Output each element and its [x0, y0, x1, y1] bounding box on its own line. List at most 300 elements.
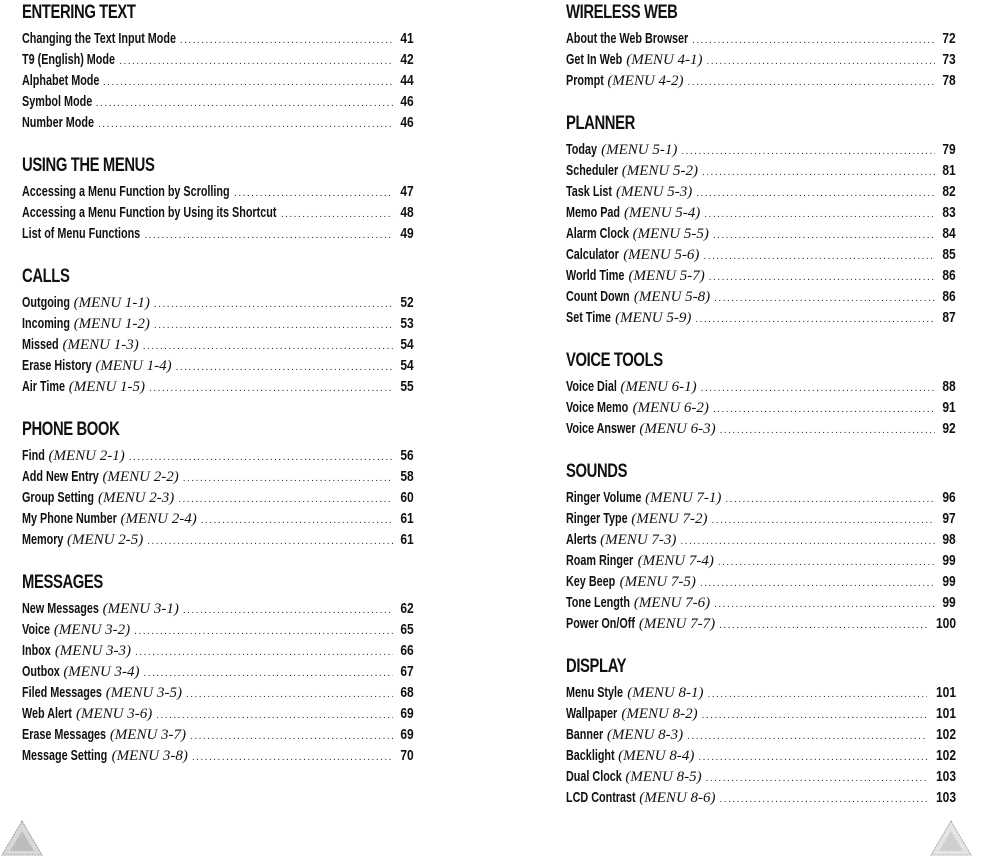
entry-page-number: 41 — [400, 30, 414, 47]
entry-title: Memory — [22, 531, 64, 548]
dot-leader — [119, 51, 393, 72]
entry-label — [566, 49, 703, 71]
toc-entry[interactable] — [22, 529, 414, 550]
entry-title: Voice Memo — [566, 399, 629, 416]
toc-entry[interactable] — [22, 619, 414, 640]
dot-leader — [143, 336, 394, 357]
entry-label — [22, 355, 172, 377]
toc-entry[interactable] — [22, 112, 414, 133]
dot-leader — [103, 72, 393, 93]
toc-entry[interactable] — [566, 244, 956, 265]
entry-menu-code: (MENU 5-6) — [623, 247, 700, 263]
entry-menu-code: (MENU 5-7) — [628, 268, 705, 284]
dot-leader — [154, 315, 393, 336]
entry-label — [22, 640, 131, 662]
entry-menu-code: (MENU 3-3) — [54, 643, 132, 659]
dot-leader — [718, 552, 936, 573]
toc-left-column — [22, 0, 414, 786]
entry-menu-code: (MENU 3-2) — [53, 622, 131, 638]
entry-menu-code: (MENU 4-1) — [626, 52, 703, 68]
entry-page-number: 52 — [400, 294, 414, 311]
entry-title: Message Setting — [22, 747, 108, 764]
toc-entry[interactable] — [22, 70, 414, 91]
entry-label — [22, 529, 143, 551]
toc-entry[interactable] — [22, 508, 414, 529]
entry-label — [22, 619, 130, 641]
entry-label — [22, 223, 140, 244]
entry-menu-code: (MENU 5-3) — [615, 184, 693, 200]
entry-page-number: 103 — [935, 789, 956, 806]
entry-menu-code: (MENU 3-1) — [102, 601, 179, 617]
entry-page-number: 70 — [400, 747, 414, 764]
entry-menu-code: (MENU 1-5) — [68, 379, 146, 395]
entry-label — [22, 112, 94, 133]
entry-label — [22, 28, 176, 49]
entry-title: Web Alert — [22, 705, 72, 722]
entry-page-number: 83 — [942, 204, 956, 221]
entry-title: Erase History — [22, 357, 92, 374]
toc-entry[interactable] — [566, 397, 956, 418]
toc-entry[interactable] — [22, 202, 414, 223]
toc-entry[interactable] — [566, 682, 956, 703]
dot-leader — [147, 531, 393, 552]
entry-label — [22, 445, 125, 467]
toc-entry[interactable] — [566, 571, 956, 592]
entry-title: Add New Entry — [22, 468, 99, 485]
entry-page-number: 87 — [942, 309, 956, 326]
entry-menu-code: (MENU 2-2) — [102, 469, 179, 485]
entry-label — [22, 334, 139, 356]
entry-page-number: 54 — [400, 357, 414, 374]
entry-menu-code: (MENU 8-4) — [618, 748, 695, 764]
dot-leader — [703, 246, 935, 267]
entry-title: Today — [566, 141, 598, 158]
entry-title: Changing the Text Input Mode — [22, 30, 176, 47]
dot-leader — [180, 30, 393, 51]
entry-label — [22, 292, 150, 314]
toc-section — [22, 153, 414, 244]
entry-title: Symbol Mode — [22, 93, 93, 110]
entry-label — [22, 508, 197, 530]
entry-label — [566, 181, 692, 203]
entry-label — [566, 265, 705, 287]
entry-menu-code: (MENU 1-2) — [73, 316, 150, 332]
entry-menu-code: (MENU 3-6) — [76, 706, 153, 722]
dot-leader — [134, 621, 393, 642]
dot-leader — [186, 684, 393, 705]
toc-entry[interactable] — [22, 487, 414, 508]
dot-leader — [698, 747, 927, 768]
entry-label — [22, 49, 115, 70]
toc-entry[interactable] — [22, 682, 414, 703]
entry-menu-code: (MENU 7-6) — [633, 595, 711, 611]
entry-label — [566, 787, 716, 809]
entry-page-number: 68 — [400, 684, 414, 701]
dot-leader — [149, 378, 393, 399]
entry-title: Number Mode — [22, 114, 95, 131]
entry-page-number: 86 — [942, 288, 956, 305]
triangle-icon — [0, 817, 44, 857]
entry-label — [22, 661, 140, 683]
entry-label — [566, 139, 677, 161]
toc-entry[interactable] — [22, 313, 414, 334]
toc-entry[interactable] — [566, 160, 956, 181]
section-heading: VOICE TOOLS — [566, 350, 663, 371]
entry-title: Power On/Off — [566, 615, 636, 632]
entry-title: World Time — [566, 267, 625, 284]
entry-title: About the Web Browser — [566, 30, 689, 47]
toc-entry[interactable] — [22, 598, 414, 619]
entry-label — [566, 724, 683, 746]
toc-entry[interactable] — [22, 445, 414, 466]
entry-menu-code: (MENU 6-2) — [632, 400, 709, 416]
entry-menu-code: (MENU 6-1) — [620, 379, 697, 395]
toc-section — [566, 111, 956, 328]
entry-page-number: 88 — [942, 378, 956, 395]
entry-page-number: 46 — [400, 114, 414, 131]
entry-page-number: 58 — [400, 468, 414, 485]
dot-leader — [702, 162, 935, 183]
dot-leader — [129, 447, 394, 468]
dot-leader — [714, 594, 935, 615]
entry-title: Alarm Clock — [566, 225, 630, 242]
entry-page-number: 65 — [400, 621, 414, 638]
toc-entry[interactable] — [22, 376, 414, 397]
entry-menu-code: (MENU 5-5) — [632, 226, 709, 242]
entry-label — [22, 682, 182, 704]
entry-menu-code: (MENU 8-3) — [606, 727, 684, 743]
entry-menu-code: (MENU 2-3) — [98, 490, 175, 506]
entry-page-number: 56 — [400, 447, 414, 464]
entry-title: Outbox — [22, 663, 60, 680]
toc-entry[interactable] — [566, 181, 956, 202]
toc-entry[interactable] — [22, 292, 414, 313]
dot-leader — [719, 615, 927, 636]
entry-title: Menu Style — [566, 684, 624, 701]
entry-page-number: 101 — [935, 705, 956, 722]
entry-page-number: 101 — [935, 684, 956, 701]
toc-section — [566, 459, 956, 634]
entry-page-number: 66 — [400, 642, 414, 659]
entry-label — [22, 376, 145, 398]
dot-leader — [178, 489, 393, 510]
entry-title: Voice — [22, 621, 51, 638]
dot-leader — [695, 309, 935, 330]
entry-page-number: 72 — [942, 30, 956, 47]
entry-page-number: 73 — [942, 51, 956, 68]
entry-title: Set Time — [566, 309, 611, 326]
entry-menu-code: (MENU 8-6) — [639, 790, 716, 806]
entry-page-number: 62 — [400, 600, 414, 617]
toc-entry[interactable] — [566, 286, 956, 307]
entry-page-number: 61 — [400, 531, 414, 548]
entry-label — [566, 487, 721, 509]
entry-title: Ringer Volume — [566, 489, 642, 506]
entry-title: Alphabet Mode — [22, 72, 100, 89]
dot-leader — [707, 684, 927, 705]
dot-leader — [681, 141, 935, 162]
entry-title: Wallpaper — [566, 705, 618, 722]
toc-section — [22, 570, 414, 766]
entry-page-number: 69 — [400, 705, 414, 722]
entry-title: Dual Clock — [566, 768, 622, 785]
section-heading: PHONE BOOK — [22, 419, 120, 440]
entry-page-number: 91 — [942, 399, 956, 416]
toc-entry[interactable] — [566, 28, 956, 49]
toc-entry[interactable] — [566, 745, 956, 766]
toc-entry[interactable] — [566, 529, 956, 550]
entry-menu-code: (MENU 3-5) — [105, 685, 182, 701]
entry-page-number: 54 — [400, 336, 414, 353]
entry-label — [566, 286, 710, 308]
entry-label — [566, 160, 698, 182]
entry-label — [566, 592, 710, 614]
toc-entry[interactable] — [22, 223, 414, 244]
section-heading: DISPLAY — [566, 656, 627, 677]
dot-leader — [201, 510, 394, 531]
entry-page-number: 102 — [935, 726, 956, 743]
toc-entry[interactable] — [22, 334, 414, 355]
entry-page-number: 85 — [942, 246, 956, 263]
entry-title: LCD Contrast — [566, 789, 636, 806]
toc-entry[interactable] — [22, 91, 414, 112]
entry-title: Accessing a Menu Function by Scrolling — [22, 183, 230, 200]
dot-leader — [713, 225, 935, 246]
entry-page-number: 100 — [935, 615, 956, 632]
dot-leader — [713, 399, 935, 420]
entry-menu-code: (MENU 2-5) — [66, 532, 144, 548]
dot-leader — [680, 531, 935, 552]
entry-title: Accessing a Menu Function by Using its Shortcut — [22, 204, 277, 221]
entry-title: Alerts — [566, 531, 597, 548]
section-heading: USING THE MENUS — [22, 155, 155, 176]
toc-entry[interactable] — [566, 418, 956, 439]
entry-page-number: 82 — [942, 183, 956, 200]
entry-title: Missed — [22, 336, 59, 353]
entry-label — [22, 745, 188, 767]
toc-entry[interactable] — [566, 307, 956, 328]
dot-leader — [688, 72, 936, 93]
dot-leader — [702, 705, 927, 726]
entry-title: Count Down — [566, 288, 630, 305]
toc-entry[interactable] — [566, 787, 956, 808]
toc-entry[interactable] — [566, 550, 956, 571]
entry-label — [566, 376, 697, 398]
dot-leader — [720, 789, 927, 810]
entry-page-number: 96 — [942, 489, 956, 506]
toc-entry[interactable] — [566, 487, 956, 508]
dot-leader — [714, 288, 935, 309]
entry-label — [566, 307, 691, 329]
entry-title: Key Beep — [566, 573, 616, 590]
entry-page-number: 46 — [400, 93, 414, 110]
section-heading: MESSAGES — [22, 572, 103, 593]
entry-page-number: 53 — [400, 315, 414, 332]
toc-entry[interactable] — [22, 181, 414, 202]
entry-page-number: 102 — [935, 747, 956, 764]
entry-menu-code: (MENU 2-1) — [48, 448, 125, 464]
entry-title: My Phone Number — [22, 510, 117, 527]
entry-label — [22, 313, 150, 335]
entry-page-number: 84 — [942, 225, 956, 242]
entry-page-number: 103 — [935, 768, 956, 785]
toc-entry[interactable] — [566, 703, 956, 724]
toc-entry[interactable] — [22, 28, 414, 49]
entry-menu-code: (MENU 3-7) — [109, 727, 187, 743]
toc-entry[interactable] — [566, 592, 956, 613]
toc-section — [22, 0, 414, 133]
dot-leader — [183, 600, 393, 621]
entry-label — [566, 529, 676, 551]
entry-menu-code: (MENU 7-2) — [631, 511, 708, 527]
entry-label — [566, 223, 709, 245]
entry-page-number: 99 — [942, 594, 956, 611]
entry-page-number: 69 — [400, 726, 414, 743]
dot-leader — [687, 726, 927, 747]
toc-entry[interactable] — [566, 70, 956, 91]
toc-entry[interactable] — [566, 223, 956, 244]
dot-leader — [96, 93, 394, 114]
entry-menu-code: (MENU 7-7) — [638, 616, 716, 632]
dot-leader — [709, 267, 936, 288]
dot-leader — [234, 183, 393, 204]
entry-label — [566, 766, 702, 788]
entry-menu-code: (MENU 3-4) — [63, 664, 140, 680]
toc-entry[interactable] — [566, 139, 956, 160]
entry-title: Voice Answer — [566, 420, 636, 437]
entry-page-number: 67 — [400, 663, 414, 680]
entry-label — [22, 703, 152, 725]
entry-label — [566, 418, 716, 440]
entry-menu-code: (MENU 5-2) — [621, 163, 698, 179]
entry-page-number: 61 — [400, 510, 414, 527]
toc-entry[interactable] — [566, 613, 956, 634]
entry-label — [566, 397, 709, 419]
entry-page-number: 48 — [400, 204, 414, 221]
entry-title: Roam Ringer — [566, 552, 634, 569]
entry-label — [22, 487, 174, 509]
entry-page-number: 99 — [942, 552, 956, 569]
entry-page-number: 92 — [942, 420, 956, 437]
toc-entry[interactable] — [22, 49, 414, 70]
toc-entry[interactable] — [22, 724, 414, 745]
toc-entry[interactable] — [566, 49, 956, 70]
dot-leader — [706, 768, 927, 789]
entry-title: Inbox — [22, 642, 51, 659]
entry-label — [566, 745, 694, 767]
dot-leader — [154, 294, 393, 315]
entry-menu-code: (MENU 5-4) — [624, 205, 701, 221]
entry-menu-code: (MENU 8-1) — [627, 685, 704, 701]
toc-entry[interactable] — [22, 661, 414, 682]
toc-section — [22, 264, 414, 397]
dot-leader — [144, 663, 394, 684]
dot-leader — [156, 705, 393, 726]
entry-menu-code: (MENU 2-4) — [120, 511, 197, 527]
dot-leader — [190, 726, 393, 747]
entry-menu-code: (MENU 6-3) — [639, 421, 716, 437]
triangle-icon — [929, 817, 973, 857]
dot-leader — [711, 510, 935, 531]
toc-section — [566, 0, 956, 91]
entry-title: T9 (English) Mode — [22, 51, 116, 68]
entry-title: Filed Messages — [22, 684, 102, 701]
dot-leader — [183, 468, 394, 489]
dot-leader — [696, 183, 935, 204]
toc-entry[interactable] — [566, 376, 956, 397]
toc-entry[interactable] — [566, 508, 956, 529]
entry-title: Voice Dial — [566, 378, 617, 395]
section-heading: WIRELESS WEB — [566, 2, 678, 23]
dot-leader — [692, 30, 935, 51]
entry-title: Group Setting — [22, 489, 94, 506]
toc-entry[interactable] — [22, 745, 414, 766]
dot-leader — [192, 747, 393, 768]
section-heading: CALLS — [22, 266, 70, 287]
entry-label — [566, 550, 714, 572]
entry-page-number: 81 — [942, 162, 956, 179]
entry-title: Prompt — [566, 72, 604, 89]
dot-leader — [700, 573, 935, 594]
dot-leader — [720, 420, 936, 441]
entry-menu-code: (MENU 7-1) — [645, 490, 722, 506]
toc-entry[interactable] — [22, 466, 414, 487]
section-heading: ENTERING TEXT — [22, 2, 136, 23]
section-heading: PLANNER — [566, 113, 635, 134]
toc-entry[interactable] — [22, 355, 414, 376]
entry-label — [566, 613, 715, 635]
entry-page-number: 42 — [400, 51, 414, 68]
entry-title: Find — [22, 447, 45, 464]
entry-menu-code: (MENU 5-9) — [615, 310, 692, 326]
entry-label — [22, 202, 277, 223]
entry-label — [22, 724, 186, 746]
entry-title: Backlight — [566, 747, 615, 764]
entry-title: List of Menu Functions — [22, 225, 141, 242]
entry-menu-code: (MENU 1-4) — [95, 358, 172, 374]
dot-leader — [725, 489, 935, 510]
toc-entry[interactable] — [566, 265, 956, 286]
dot-leader — [707, 51, 936, 72]
entry-menu-code: (MENU 3-8) — [111, 748, 188, 764]
entry-page-number: 49 — [400, 225, 414, 242]
entry-menu-code: (MENU 5-8) — [633, 289, 711, 305]
section-heading: SOUNDS — [566, 461, 628, 482]
entry-title: Banner — [566, 726, 604, 743]
toc-entry[interactable] — [566, 724, 956, 745]
entry-menu-code: (MENU 5-1) — [601, 142, 678, 158]
entry-menu-code: (MENU 7-3) — [600, 532, 677, 548]
toc-entry[interactable] — [22, 703, 414, 724]
toc-entry[interactable] — [22, 640, 414, 661]
toc-right-column — [566, 0, 956, 828]
entry-label — [566, 70, 684, 92]
toc-entry[interactable] — [566, 766, 956, 787]
entry-label — [22, 70, 99, 91]
dot-leader — [176, 357, 394, 378]
entry-title: Outgoing — [22, 294, 70, 311]
toc-section — [22, 417, 414, 550]
entry-label — [566, 244, 699, 266]
dot-leader — [135, 642, 393, 663]
toc-entry[interactable] — [566, 202, 956, 223]
dot-leader — [701, 378, 936, 399]
dot-leader — [281, 204, 394, 225]
entry-title: Calculator — [566, 246, 619, 263]
toc-section — [566, 348, 956, 439]
entry-label — [566, 508, 707, 530]
entry-page-number: 99 — [942, 573, 956, 590]
